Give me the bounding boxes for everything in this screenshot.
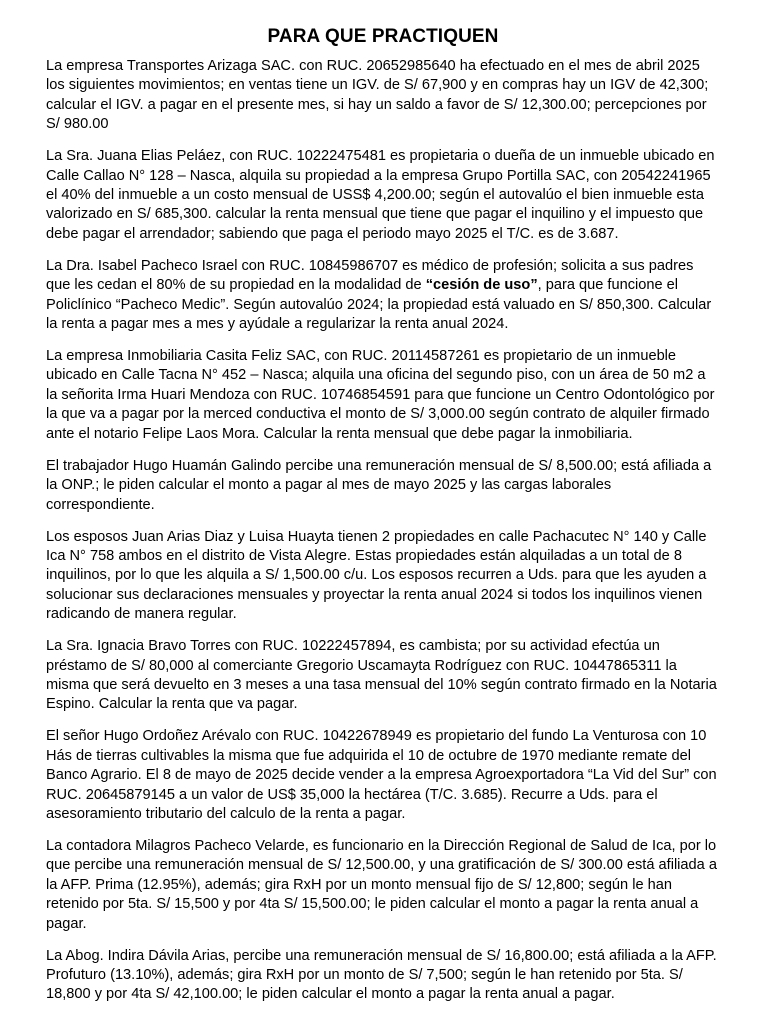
exercise-paragraph-7: La Sra. Ignacia Bravo Torres con RUC. 10222457894, es cambista; por su actividad efectúa un préstamo de S/ 80,000 al comerciante Gregorio Uscamayta Rodríguez con RUC. 10447865311 la misma que será devuelto en 3 meses a una tasa mensual del 10% según contrato firmado en la Notaria Espino. Calcular la renta que va pagar. xyxy=(46,638,717,713)
exercise-paragraph-6: Los esposos Juan Arias Diaz y Luisa Huayta tienen 2 propiedades en calle Pachacutec N° 140 y Calle Ica N° 758 ambos en el distrito de Vista Alegre. Estas propiedades están alquiladas a un total de 8 inquilinos, por lo que les alquila a S/ 1,500.00 c/u. Los esposos recurren a Uds. para que les ayuden a solucionar sus declaraciones mensuales y proyectar la renta anual 2024 si todos los inquilinos vienen radicando de manera regular. xyxy=(46,528,707,623)
exercise-paragraph-3-text-after: , para que funcione el Policlínico “Pacheco Medic”. Según autovalúo 2024; la propiedad está valuado en S/ 850,300. Calcular la renta a pagar mes a mes y ayúdale a regularizar la renta anual 2024. xyxy=(46,277,712,333)
exercise-paragraph-3 xyxy=(46,257,720,335)
exercise-paragraph-9: La contadora Milagros Pacheco Velarde, es funcionario en la Dirección Regional de Salud de Ica, por lo que percibe una remuneración mensual de S/ 12,500.00, y una gratificación de S/ 300.00 está afiliada a la AFP. Prima (12.95%), además; gira RxH por un monto mensual fijo de S/ 12,800; según le han retenido por 5ta. S/ 15,500 y por 4ta S/ 15,500.00; le piden calcular el monto a pagar la renta anual a pagar. xyxy=(46,837,717,932)
exercise-paragraph-3-text-before: La Dra. Isabel Pacheco Israel con RUC. 10845986707 es médico de profesión; solicita a sus padres que les cedan el 80% de su propiedad en la modalidad de xyxy=(46,257,694,294)
exercise-paragraph-2: La Sra. Juana Elias Peláez, con RUC. 10222475481 es propietaria o dueña de un inmueble ubicado en Calle Callao N° 128 – Nasca, alquila su propiedad a la empresa Grupo Portilla SAC, con 20542241965 el 40% del inmueble a un costo mensual de USS$ 4,200.00; según el autovalúo el bien inmueble esta valorizado en S/ 685,300. calcular la renta mensual que tiene que pagar el inquilino y el impuesto que debe pagar el arrendador; sabiendo que paga el periodo mayo 2025 el T/C. es de 3.687. xyxy=(46,148,715,242)
exercise-paragraph-5: El trabajador Hugo Huamán Galindo percibe una remuneración mensual de S/ 8,500.00; está afiliada a la ONP.; le piden calcular el monto a pagar al mes de mayo 2025 y las cargas laborales correspondiente. xyxy=(46,457,712,513)
exercise-paragraph-3-bold-term: “cesión de uso” xyxy=(425,277,538,294)
exercise-paragraph-1: La empresa Transportes Arizaga SAC. con RUC. 20652985640 ha efectuado en el mes de abril 2025 los siguientes movimientos; en ventas tiene un IGV. de S/ 67,900 y en compras hay un IGV de 42,300; calcular el IGV. a pagar en el presente mes, si hay un saldo a favor de S/ 12,300.00; percepciones por S/ 980.00 xyxy=(46,58,709,133)
exercise-paragraph-8: El señor Hugo Ordoñez Arévalo con RUC. 10422678949 es propietario del fundo La Venturosa con 10 Hás de tierras cultivables la misma que fue adquirida el 10 de octubre de 1970 mediante remate del Banco Agrario. El 8 de mayo de 2025 decide vender a la empresa Agroexportadora “La Vid del Sur” con RUC. 20645879145 a un valor de US$ 35,000 la hectárea (T/C. 3.685). Recurre a Uds. para el asesoramiento tributario del calculo de la renta a pagar. xyxy=(46,728,717,822)
page-title: PARA QUE PRACTIQUEN xyxy=(267,26,499,47)
exercise-paragraph-4: La empresa Inmobiliaria Casita Feliz SAC, con RUC. 20114587261 es propietario de un inmueble ubicado en Calle Tacna N° 452 – Nasca; alquila una oficina del segundo piso, con un área de 50 m2 a la señorita Irma Huari Mendoza con RUC. 10746854591 para que funcione un Centro Odontológico por la que va a pagar por la merced conductiva el monto de S/ 3,000.00 según contrato de alquiler firmado ante el notario Felipe Laos Mora. Calcular la renta mensual que debe pagar la inmobiliaria. xyxy=(46,348,715,442)
exercise-paragraph-10: La Abog. Indira Dávila Arias, percibe una remuneración mensual de S/ 16,800.00; está afiliada a la AFP. Profuturo (13.10%), además; gira RxH por un monto de S/ 7,500; según le han retenido por 5ta. S/ 18,800 y por 4ta S/ 42,100.00; le piden calcular el monto a pagar la renta anual a pagar. xyxy=(46,947,717,1003)
